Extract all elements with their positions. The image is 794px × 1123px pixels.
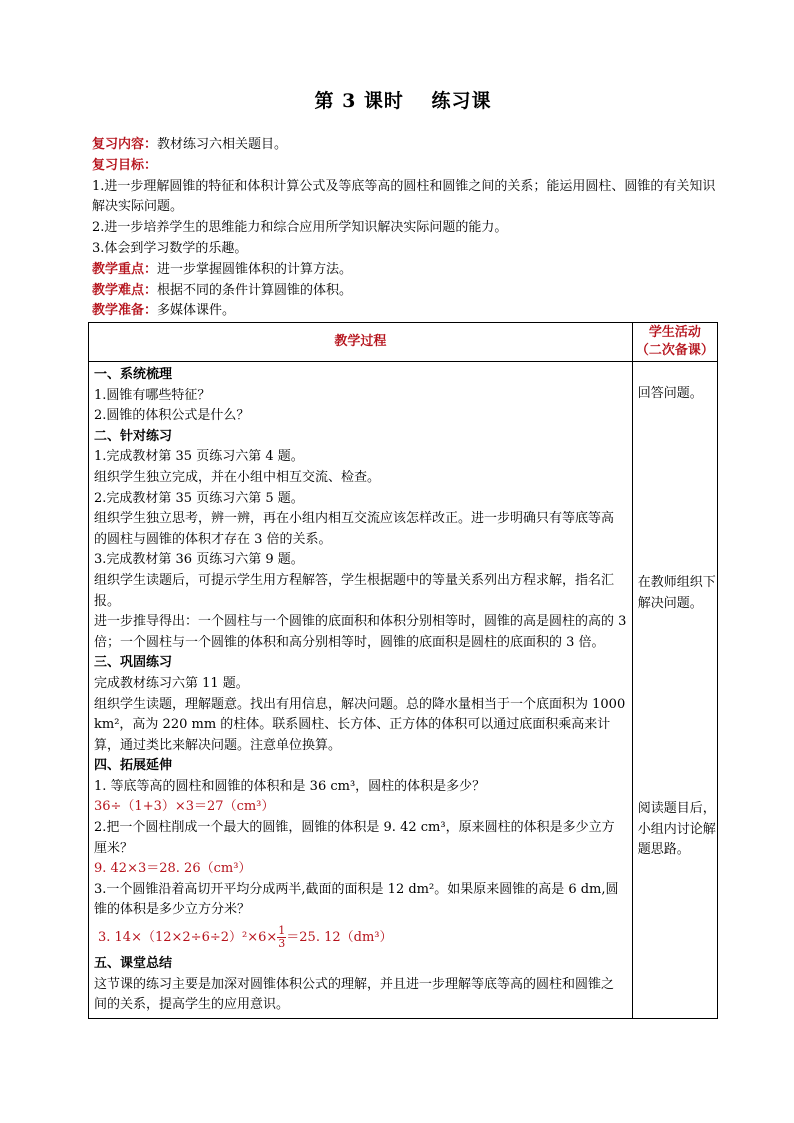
- section-title: 四、拓展延伸: [94, 758, 173, 774]
- section-title: 三、巩固练习: [94, 655, 173, 671]
- goal-2: 2.进一步培养学生的思维能力和综合应用所学知识解决实际问题的能力。: [92, 220, 508, 236]
- list-item: 组织学生独立完成，并在小组中相互交流、检查。: [94, 469, 381, 485]
- activity-note: 回答问题。: [637, 386, 703, 401]
- question-3: 3.一个圆锥沿着高切开平均分成两半,截面的面积是 12 dm²。如果原来圆锥的高是 6 dm,圆锥的体积是多少立方分米？: [94, 881, 619, 918]
- header-activity: 学生活动 （二次备课）: [632, 323, 717, 362]
- header-process: 教学过程: [89, 323, 633, 362]
- table-header-row: [89, 323, 718, 362]
- list-item: 进一步推导得出：一个圆柱与一个圆锥的底面积和体积分别相等时，圆锥的高是圆柱的高的 3 倍；一个圆柱与一个圆锥的体积和高分别相等时，圆锥的底面积是圆柱的底面积的 3 倍。: [94, 614, 627, 650]
- answer-1: 36÷（1+3）×3＝27（cm³）: [94, 799, 275, 815]
- difficulty: 教学难点：根据不同的条件计算圆锥的体积。: [92, 282, 353, 298]
- section-title: 一、系统梳理: [94, 367, 173, 382]
- key-point: 教学重点：进一步掌握圆锥体积的计算方法。: [92, 261, 353, 277]
- question-1: 1. 等底等高的圆柱和圆锥的体积和是 36 cm³，圆柱的体积是多少？: [94, 778, 486, 794]
- list-item: 3.完成教材第 36 页练习六第 9 题。: [94, 552, 304, 568]
- lesson-header: [92, 135, 718, 322]
- lesson-table: [88, 322, 718, 1019]
- list-item: 完成教材练习六第 11 题。: [94, 675, 249, 691]
- answer-2: 9. 42×3＝28. 26（cm³）: [94, 861, 252, 877]
- section-title: 二、针对练习: [94, 428, 173, 444]
- summary-text: 这节课的练习主要是加深对圆锥体积公式的理解，并且进一步理解等底等高的圆柱和圆锥之间的关系，提高学生的应用意识。: [94, 976, 615, 1013]
- question-2: 2.把一个圆柱削成一个最大的圆锥，圆锥的体积是 9. 42 cm³，原来圆柱的体积是多少立方厘米？: [94, 820, 615, 856]
- review-content: 复习内容：教材练习六相关题目。: [92, 137, 288, 152]
- list-item: 2.完成教材第 35 页练习六第 5 题。: [94, 490, 304, 506]
- list-item: 1.圆锥有哪些特征？: [94, 387, 211, 403]
- fraction: $\frac{1}{3}$: [278, 924, 286, 951]
- page-title: 第 3 课时 练习课: [314, 90, 492, 112]
- goal-1: 1.进一步理解圆锥的特征和体积计算公式及等底等高的圆柱和圆锥之间的关系；能运用圆柱、圆锥的有关知识解决实际问题。: [92, 178, 716, 215]
- process-cell: [89, 362, 633, 1019]
- table-body-row: [89, 362, 718, 1019]
- section-title: 五、课堂总结: [94, 956, 173, 972]
- list-item: 组织学生读题，理解题意。找出有用信息，解决问题。总的降水量相当于一个底面积为 1000 km²，高为 220 mm 的柱体。联系圆柱、长方体、正方体的体积可以通过底面积乘高来计算，通过类比来解决问题。注意单位换算。: [94, 696, 626, 753]
- activity-note: 阅读题目后，小组内讨论解题思路。: [637, 801, 716, 858]
- goal-3: 3.体会到学习数学的乐趣。: [92, 240, 248, 256]
- list-item: 2.圆锥的体积公式是什么？: [94, 408, 250, 424]
- activity-cell: [632, 362, 717, 1019]
- answer-3: 3. 14×（12×2÷6÷2）²×6× $\frac{1}{3}$ ＝25. 12（dm³）: [98, 924, 393, 951]
- list-item: 1.完成教材第 35 页练习六第 4 题。: [94, 449, 304, 465]
- list-item: 组织学生独立思考，辨一辨，再在小组内相互交流应该怎样改正。进一步明确只有等底等高的圆柱与圆锥的体积才存在 3 倍的关系。: [94, 511, 615, 547]
- activity-note: 在教师组织下解决问题。: [637, 575, 716, 611]
- review-goal-heading: 复习目标：: [92, 157, 158, 173]
- list-item: 组织学生读题后，可提示学生用方程解答，学生根据题中的等量关系列出方程求解，指名汇报。: [94, 572, 615, 609]
- preparation: 教学准备：多媒体课件。: [92, 303, 236, 319]
